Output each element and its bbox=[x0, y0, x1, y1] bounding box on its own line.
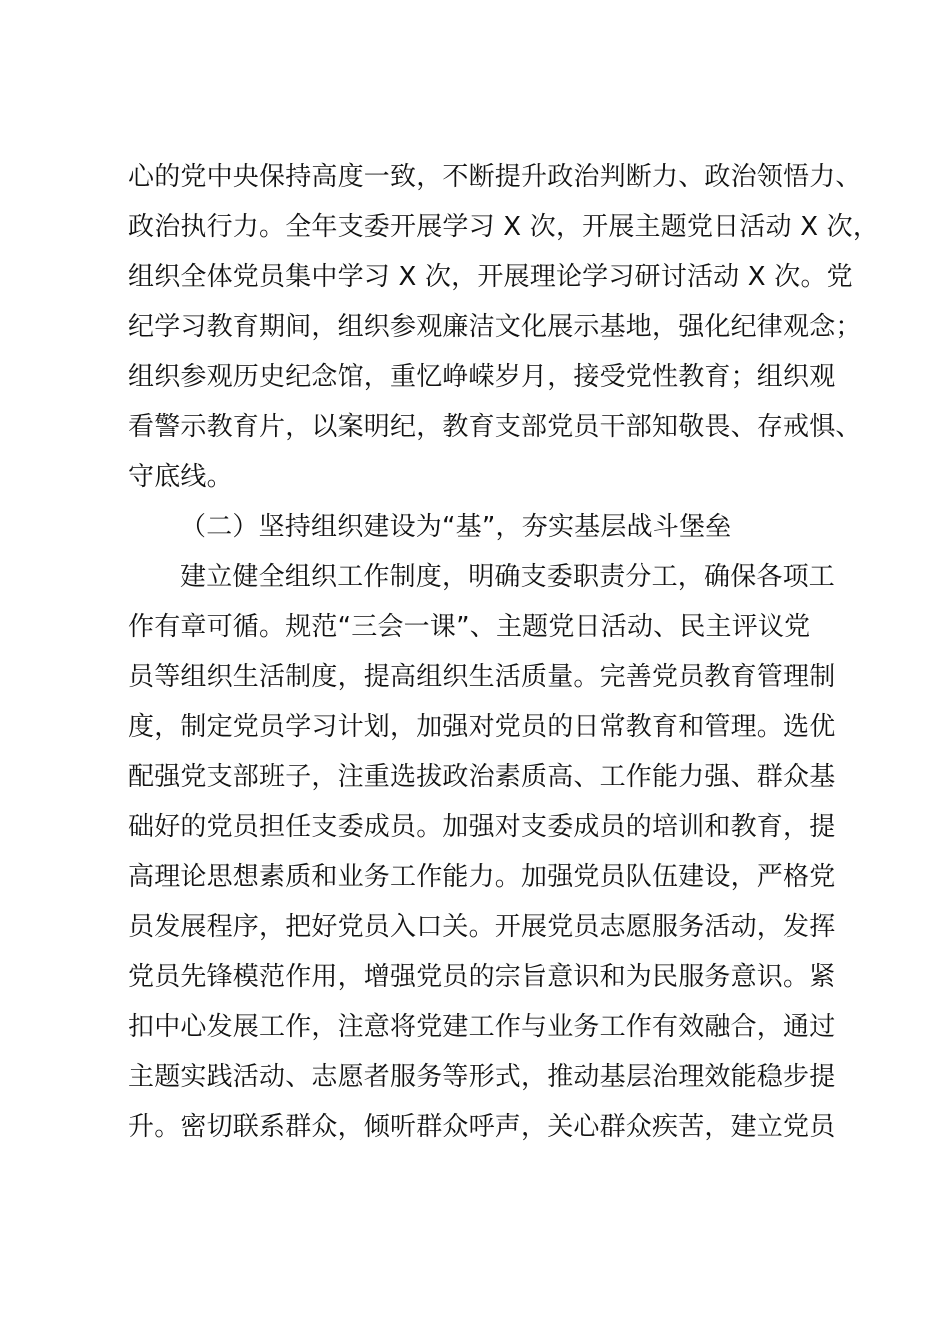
text-line: 心的党中央保持高度一致，不断提升政治判断力、政治领悟力、 bbox=[128, 162, 862, 192]
text-line: 组织全体党员集中学习 X 次，开展理论学习研讨活动 X 次。党 bbox=[128, 262, 853, 292]
text-line: 扣中心发展工作，注意将党建工作与业务工作有效融合，通过 bbox=[128, 1012, 836, 1042]
text-line: 础好的党员担任支委成员。加强对支委成员的培训和教育，提 bbox=[128, 812, 836, 842]
text-line: 高理论思想素质和业务工作能力。加强党员队伍建设，严格党 bbox=[128, 862, 836, 892]
text-line: 主题实践活动、志愿者服务等形式，推动基层治理效能稳步提 bbox=[128, 1062, 836, 1092]
text-line: 组织参观历史纪念馆，重忆峥嵘岁月，接受党性教育；组织观 bbox=[128, 362, 836, 392]
text-line: 升。密切联系群众，倾听群众呼声，关心群众疾苦，建立党员 bbox=[128, 1112, 836, 1142]
text-line: 配强党支部班子，注重选拔政治素质高、工作能力强、群众基 bbox=[128, 762, 836, 792]
text-line: 纪学习教育期间，组织参观廉洁文化展示基地，强化纪律观念； bbox=[128, 312, 862, 342]
text-line: 度，制定党员学习计划，加强对党员的日常教育和管理。选优 bbox=[128, 712, 836, 742]
text-line: 党员先锋模范作用，增强党员的宗旨意识和为民服务意识。紧 bbox=[128, 962, 836, 992]
paragraph-first-line: 建立健全组织工作制度，明确支委职责分工，确保各项工 bbox=[180, 562, 836, 592]
text-line: 看警示教育片，以案明纪，教育支部党员干部知敬畏、存戒惧、 bbox=[128, 412, 862, 442]
text-line: 员等组织生活制度，提高组织生活质量。完善党员教育管理制 bbox=[128, 662, 836, 692]
text-line: 政治执行力。全年支委开展学习 X 次，开展主题党日活动 X 次， bbox=[128, 212, 880, 242]
text-line: 作有章可循。规范“三会一课”、主题党日活动、民主评议党 bbox=[128, 612, 811, 642]
section-heading: （二）坚持组织建设为“基”，夯实基层战斗堡垒 bbox=[180, 512, 732, 542]
text-line: 员发展程序，把好党员入口关。开展党员志愿服务活动，发挥 bbox=[128, 912, 836, 942]
document-body bbox=[128, 152, 880, 1152]
text-line: 守底线。 bbox=[128, 462, 233, 492]
